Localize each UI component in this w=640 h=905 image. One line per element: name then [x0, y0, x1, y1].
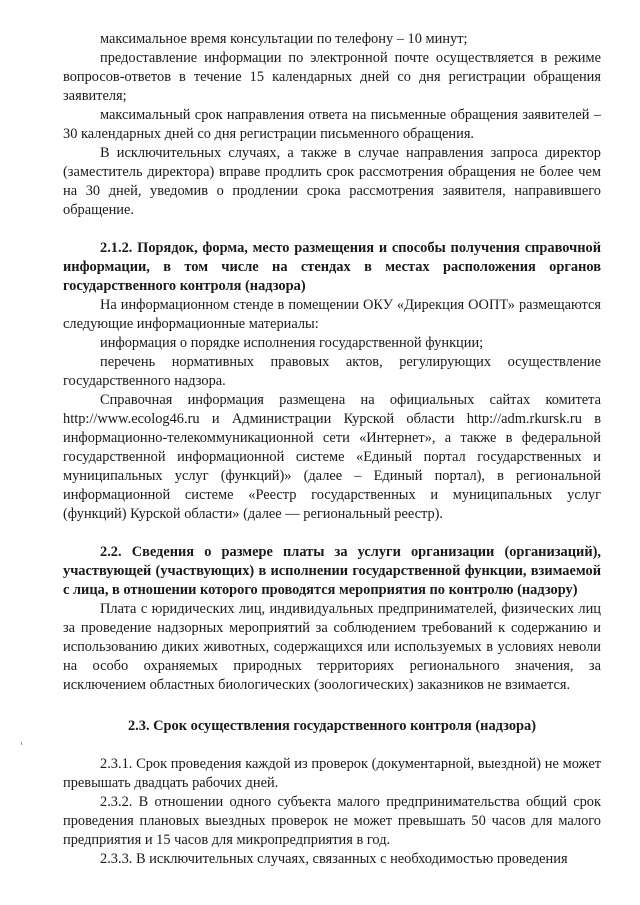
heading-2-3: 2.3. Срок осуществления государственного контроля (надзора)	[127, 718, 537, 734]
paragraph-info-stand: На информационном стенде в помещении ОКУ «Дирекция ООПТ» размещаются следующие информационные материалы:	[63, 297, 601, 332]
heading-2-1-2: 2.1.2. Порядок, форма, место размещения и способы получения справочной информации, в том числе на стендах в местах расположения органов государственного контроля (надзора)	[63, 240, 601, 294]
paragraph-2-3-3: 2.3.3. В исключительных случаях, связанных с необходимостью проведения	[100, 851, 568, 867]
paragraph-reference-info: Справочная информация размещена на официальных сайтах комитета http://www.ecolog46.ru и Администрации Курской области http://adm.rkursk.ru в информационно-телекоммуникационной сети «Интернет», а также в федеральной государственной информационной системе «Единый портал государственных и муниципальных услуг (функций)» (далее – Единый портал), в региональной информационной системе «Реестр государственных и муниципальных услуг (функций) Курской области» (далее — региональный реестр).	[63, 392, 601, 522]
paragraph-2-3-2: 2.3.2. В отношении одного субъекта малого предпринимательства общий срок проведения плановых выездных проверок не может превышать 50 часов для малого предприятия и 15 часов для микропредприятия в год.	[63, 794, 601, 848]
heading-2-2: 2.2. Сведения о размере платы за услуги организации (организаций), участвующей (участвующих) в исполнении государственной функции, взимаемой с лица, в отношении которого проводятся мероприятия по контролю (надзору)	[63, 544, 601, 598]
paragraph-function-info: информация о порядке исполнения государственной функции;	[100, 335, 484, 351]
paragraph-written-response: максимальный срок направления ответа на письменные обращения заявителей – 30 календарных дней со дня регистрации письменного обращения.	[63, 107, 601, 142]
paragraph-2-3-1: 2.3.1. Срок проведения каждой из проверок (документарной, выездной) не может превышать двадцать рабочих дней.	[63, 756, 601, 791]
paragraph-extension: В исключительных случаях, а также в случае направления запроса директор (заместитель директора) вправе продлить срок рассмотрения обращения не более чем на 30 дней, уведомив о продлении срока рассмотрения заявителя, направившего обращение.	[63, 145, 601, 218]
document-page	[63, 30, 601, 869]
scan-margin-mark	[21, 742, 22, 745]
paragraph-consultation-time: максимальное время консультации по телефону – 10 минут;	[100, 31, 468, 47]
paragraph-legal-acts: перечень нормативных правовых актов, регулирующих осуществление государственного надзора.	[63, 354, 601, 389]
paragraph-fee: Плата с юридических лиц, индивидуальных предпринимателей, физических лиц за проведение надзорных мероприятий за соблюдением требований к содержанию и использованию диких животных, содержащихся или используемых в условиях неволи на особо охраняемых природных территориях регионального значения, за исключением областных биологических (зоологических) заказников не взимается.	[63, 601, 601, 693]
paragraph-email-info: предоставление информации по электронной почте осуществляется в режиме вопросов-ответов в течение 15 календарных дней со дня регистрации обращения заявителя;	[63, 50, 601, 104]
